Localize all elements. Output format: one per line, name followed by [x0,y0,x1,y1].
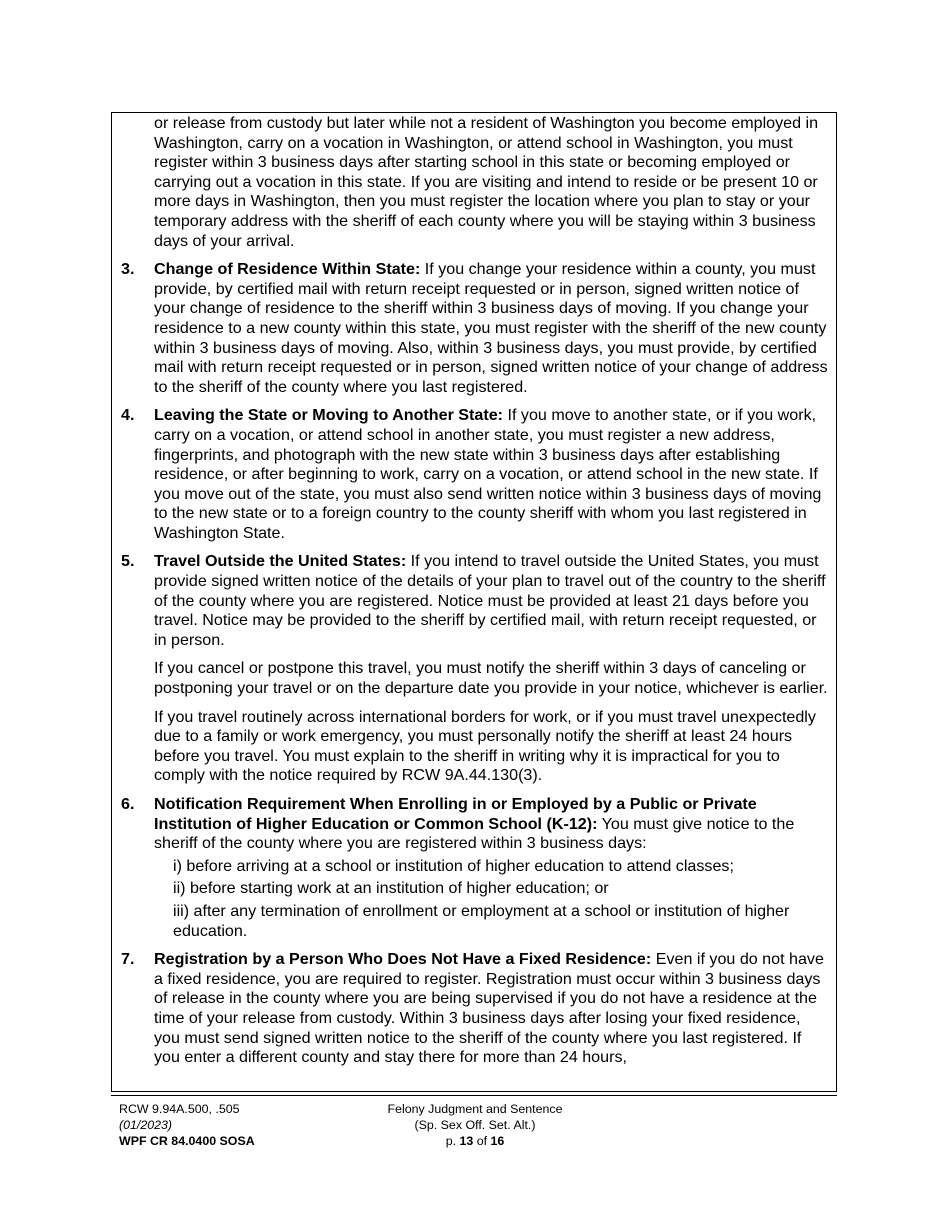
footer-date: (01/2023) [119,1118,173,1132]
item-heading: Travel Outside the United States: [154,552,407,571]
item-text: Even if you do not have a fixed residence, you are required to register. Registration must occur within 3 business days of release in the county where you are being supervised if you do not have a residence at the time of your release from custody. Within 3 business days after losing your fixed residence, you must send signed written notice to the sheriff of the county where you last registered. If you enter a different county and stay there for more than 24 hours, [154,950,824,1067]
page-number [370,1133,580,1149]
list-item-3 [112,260,836,397]
footer-statute: RCW 9.94A.500, .505 [119,1102,240,1116]
document-content [112,113,836,1068]
footer-form-number: WPF CR 84.0400 SOSA [119,1134,255,1148]
footer-subtitle: (Sp. Sex Off. Set. Alt.) [414,1118,536,1132]
list-item-4 [112,406,836,543]
footer-divider [111,1095,837,1096]
item-paragraph [112,795,836,854]
item-heading: Leaving the State or Moving to Another State: [154,406,504,425]
item-number: 3. [121,260,135,279]
item-text: You must give notice to the sheriff of the county where you are registered within 3 business days: [154,814,795,853]
item-number: 5. [121,552,135,571]
footer-center [370,1101,580,1149]
item-text: If you move to another state, or if you work, carry on a vocation, or attend school in another state, you must register a new address, fingerprints, and photograph with the new state within 3 business days after establishing residence, or after beginning to work, carry on a vocation, or attend school in the new state. If you move out of the state, you must also send written notice within 3 business days of moving to the new state or to a foreign country to the county sheriff with whom you last registered in Washington State. [154,406,822,542]
document-body-frame [111,112,837,1092]
continued-paragraph: or release from custody but later while not a resident of Washington you become employed in Washington, carry on a vocation in Washington, or attend school in Washington, you must register within 3 business days after starting school in this state or becoming employed or carrying out a vocation in this state. If you are visiting and intend to reside or be present 10 or more days in Washington, then you must register the location where you plan to stay or your temporary address with the sheriff of each county where you will be staying within 3 business days of your arrival. [154,114,819,250]
page-total: 16 [490,1134,505,1148]
item-text: If you change your residence within a county, you must provide, by certified mail with return receipt requested or in person, signed written notice of your change of residence to the sheriff within 3 business days of moving. If you change your residence to a new county within this state, you must register with the sheriff of the new county within 3 business days of moving. Also, within 3 business days, you must provide, by certified mail with return receipt requested or in person, signed written notice of your change of address to the sheriff of the county where you last registered. [154,260,828,396]
item-number: 6. [121,795,135,813]
item-paragraph [112,260,836,397]
travel-emergency-paragraph: If you travel routinely across international borders for work, or if you must travel unexpectedly due to a family or work emergency, you must personally notify the sheriff at least 24 hours before you travel. You must explain to the sheriff in writing why it is impractical for you to comply with the notice required by RCW 9A.44.130(3). [154,707,816,785]
item-heading: Registration by a Person Who Does Not Have a Fixed Residence: [154,950,652,969]
item-number: 7. [121,950,135,969]
page-prefix: p. [445,1134,460,1148]
list-item-7 [112,950,836,1068]
sub-item: i) before arriving at a school or institution of higher education to attend classes; [173,856,734,875]
item-paragraph [112,950,836,1068]
item-paragraph [112,552,836,650]
footer-left [119,1101,255,1149]
sub-item [112,902,836,941]
item-text: If you intend to travel outside the United States, you must provide signed written notice of the details of your plan to travel out of the country to the sheriff of the county where you are registered. Notice must be provided at least 21 days before you travel. Notice may be provided to the sheriff by certified mail, with return receipt requested, or in person. [154,552,826,649]
footer-title: Felony Judgment and Sentence [387,1102,563,1116]
sub-item-text: iii) after any termination of enrollment or employment at a school or institution of higher education. [173,901,790,940]
list-item-5 [112,552,836,786]
item-heading: Notification Requirement When Enrolling in or Employed by a Public or Private Institution of Higher Education or Common School (K-12): [154,795,757,833]
list-item-6 [112,795,836,941]
page-current: 13 [459,1134,474,1148]
item-number: 4. [121,406,135,425]
page-of: of [473,1134,491,1148]
travel-cancel-paragraph: If you cancel or postpone this travel, you must notify the sheriff within 3 days of canceling or postponing your travel or on the departure date you provide in your notice, whichever is earlier. [154,659,828,698]
item-heading: Change of Residence Within State: [154,260,421,279]
item-paragraph [112,406,836,543]
sub-item: ii) before starting work at an institution of higher education; or [173,879,609,898]
